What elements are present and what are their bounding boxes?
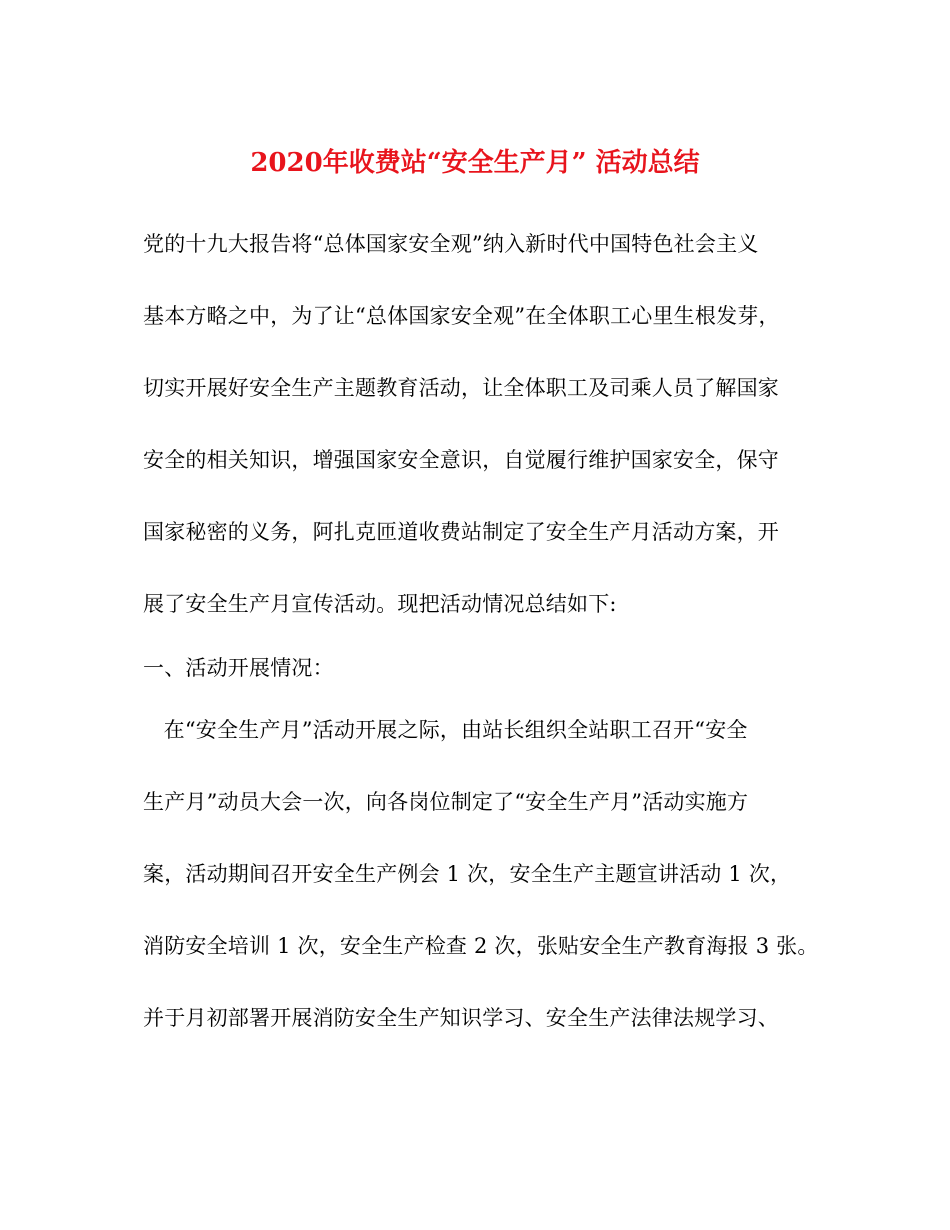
document-title: 2020年收费站“安全生产月” 活动总结 (250, 148, 700, 178)
body-line: 党的十九大报告将“总体国家安全观”纳入新时代中国特色社会主义 (143, 232, 759, 256)
body-line: 切实开展好安全生产主题教育活动，让全体职工及司乘人员了解国家 (143, 376, 779, 400)
body-line: 消防安全培训 1 次，安全生产检查 2 次，张贴安全生产教育海报 3 张。 (143, 934, 819, 958)
body-line: 展了安全生产月宣传活动。现把活动情况总结如下: (143, 592, 617, 616)
body-line: 安全的相关知识，增强国家安全意识，自觉履行维护国家安全，保守 (143, 448, 779, 472)
section-heading: 一、活动开展情况： (143, 656, 334, 680)
body-line: 生产月”动员大会一次，向各岗位制定了“安全生产月”活动实施方 (143, 790, 749, 814)
body-line: 在“安全生产月”活动开展之际，由站长组织全站职工召开“安全 (143, 718, 748, 742)
body-line: 国家秘密的义务，阿扎克匝道收费站制定了安全生产月活动方案，开 (143, 520, 779, 544)
body-line: 并于月初部署开展消防安全生产知识学习、安全生产法律法规学习、 (143, 1006, 779, 1030)
body-line: 案，活动期间召开安全生产例会 1 次，安全生产主题宣讲活动 1 次， (143, 862, 792, 886)
body-line: 基本方略之中，为了让“总体国家安全观”在全体职工心里生根发芽， (143, 304, 780, 328)
